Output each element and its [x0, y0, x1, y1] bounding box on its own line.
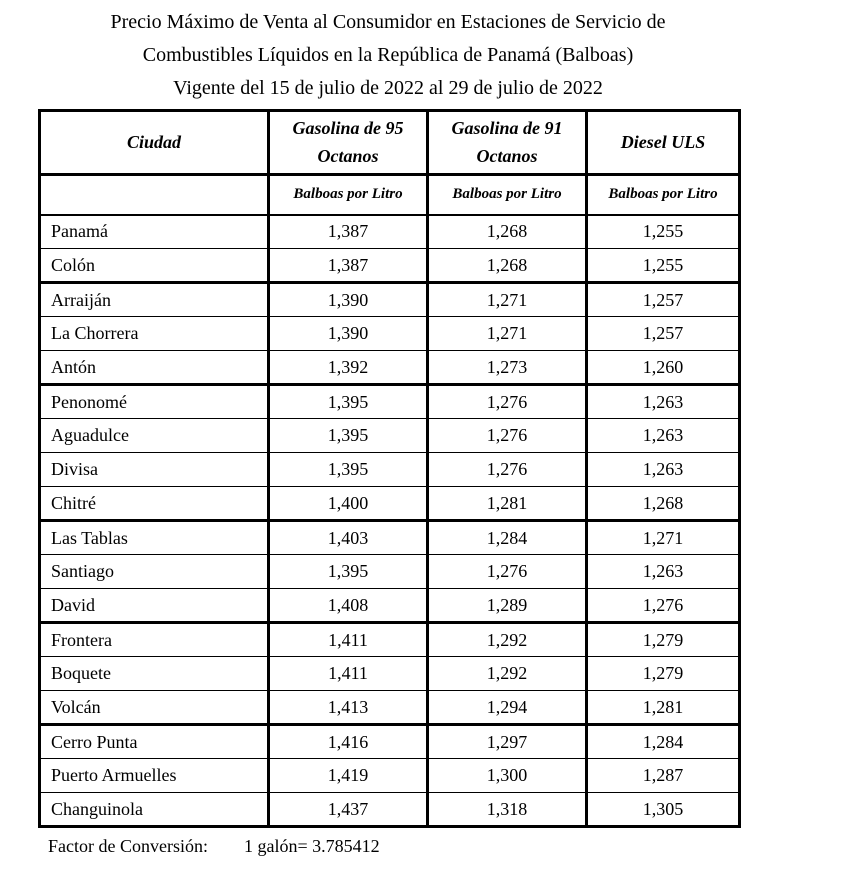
price-diesel-cell: 1,257 [587, 317, 740, 351]
column-header-gasolina-95: Gasolina de 95 Octanos [269, 111, 428, 175]
table-row [40, 657, 740, 691]
price-gasolina-91-cell: 1,284 [428, 521, 587, 555]
price-diesel-cell: 1,305 [587, 793, 740, 827]
table-row [40, 317, 740, 351]
price-gasolina-95-cell: 1,413 [269, 691, 428, 725]
city-cell: Puerto Armuelles [40, 759, 269, 793]
price-diesel-cell: 1,263 [587, 555, 740, 589]
price-gasolina-95-cell: 1,408 [269, 589, 428, 623]
table-row [40, 759, 740, 793]
subheader-unit-g95: Balboas por Litro [269, 175, 428, 215]
price-gasolina-95-cell: 1,411 [269, 657, 428, 691]
price-diesel-cell: 1,281 [587, 691, 740, 725]
city-cell: Antón [40, 351, 269, 385]
price-diesel-cell: 1,276 [587, 589, 740, 623]
city-cell: David [40, 589, 269, 623]
price-gasolina-95-cell: 1,390 [269, 317, 428, 351]
price-gasolina-91-cell: 1,289 [428, 589, 587, 623]
city-cell: La Chorrera [40, 317, 269, 351]
price-diesel-cell: 1,260 [587, 351, 740, 385]
title-line-3: Vigente del 15 de julio de 2022 al 29 de julio de 2022 [173, 77, 603, 99]
price-gasolina-95-cell: 1,387 [269, 215, 428, 249]
city-cell: Changuinola [40, 793, 269, 827]
price-gasolina-95-cell: 1,419 [269, 759, 428, 793]
document-content [38, 0, 738, 857]
table-row [40, 283, 740, 317]
price-table-body [40, 215, 740, 827]
conversion-factor-label: Factor de Conversión: [48, 836, 208, 856]
price-diesel-cell: 1,271 [587, 521, 740, 555]
price-diesel-cell: 1,284 [587, 725, 740, 759]
table-row [40, 385, 740, 419]
table-row [40, 691, 740, 725]
subheader-unit-diesel: Balboas por Litro [587, 175, 740, 215]
price-gasolina-91-cell: 1,268 [428, 215, 587, 249]
price-gasolina-95-cell: 1,395 [269, 419, 428, 453]
price-gasolina-95-cell: 1,392 [269, 351, 428, 385]
title-line-2: Combustibles Líquidos en la República de Panamá (Balboas) [142, 44, 634, 66]
table-row [40, 623, 740, 657]
price-gasolina-91-cell: 1,268 [428, 249, 587, 283]
city-cell: Arraiján [40, 283, 269, 317]
city-cell: Boquete [40, 657, 269, 691]
price-diesel-cell: 1,255 [587, 249, 740, 283]
subheader-city-empty [40, 175, 269, 215]
city-cell: Penonomé [40, 385, 269, 419]
price-gasolina-95-cell: 1,411 [269, 623, 428, 657]
table-row [40, 487, 740, 521]
city-cell: Frontera [40, 623, 269, 657]
price-diesel-cell: 1,257 [587, 283, 740, 317]
title-line-1: Precio Máximo de Venta al Consumidor en Estaciones de Servicio de [110, 11, 666, 33]
table-row [40, 419, 740, 453]
table-row [40, 521, 740, 555]
table-row [40, 725, 740, 759]
city-cell: Chitré [40, 487, 269, 521]
price-gasolina-91-cell: 1,281 [428, 487, 587, 521]
city-cell: Divisa [40, 453, 269, 487]
table-row [40, 351, 740, 385]
price-diesel-cell: 1,287 [587, 759, 740, 793]
price-gasolina-91-cell: 1,276 [428, 385, 587, 419]
price-gasolina-91-cell: 1,292 [428, 623, 587, 657]
price-gasolina-91-cell: 1,292 [428, 657, 587, 691]
price-gasolina-91-cell: 1,318 [428, 793, 587, 827]
price-gasolina-95-cell: 1,395 [269, 385, 428, 419]
price-gasolina-95-cell: 1,403 [269, 521, 428, 555]
conversion-factor-value: 1 galón= 3.785412 [243, 836, 380, 856]
price-diesel-cell: 1,268 [587, 487, 740, 521]
table-row [40, 215, 740, 249]
fuel-price-table [38, 109, 741, 828]
conversion-factor [38, 836, 738, 857]
table-row [40, 555, 740, 589]
document-title [38, 0, 738, 105]
city-cell: Las Tablas [40, 521, 269, 555]
price-gasolina-95-cell: 1,400 [269, 487, 428, 521]
price-diesel-cell: 1,279 [587, 623, 740, 657]
price-gasolina-91-cell: 1,271 [428, 317, 587, 351]
price-gasolina-91-cell: 1,276 [428, 453, 587, 487]
column-header-gasolina-91: Gasolina de 91 Octanos [428, 111, 587, 175]
price-gasolina-91-cell: 1,297 [428, 725, 587, 759]
price-gasolina-91-cell: 1,276 [428, 555, 587, 589]
table-subheader-row [40, 175, 740, 215]
price-diesel-cell: 1,255 [587, 215, 740, 249]
price-gasolina-91-cell: 1,273 [428, 351, 587, 385]
table-header-row [40, 111, 740, 175]
table-row [40, 453, 740, 487]
city-cell: Cerro Punta [40, 725, 269, 759]
column-header-city: Ciudad [40, 111, 269, 175]
price-gasolina-95-cell: 1,390 [269, 283, 428, 317]
subheader-unit-g91: Balboas por Litro [428, 175, 587, 215]
table-row [40, 249, 740, 283]
price-gasolina-91-cell: 1,294 [428, 691, 587, 725]
price-gasolina-91-cell: 1,300 [428, 759, 587, 793]
price-gasolina-95-cell: 1,416 [269, 725, 428, 759]
city-cell: Volcán [40, 691, 269, 725]
table-row [40, 589, 740, 623]
column-header-diesel-uls: Diesel ULS [587, 111, 740, 175]
price-diesel-cell: 1,279 [587, 657, 740, 691]
price-gasolina-91-cell: 1,276 [428, 419, 587, 453]
table-header [40, 111, 740, 215]
price-gasolina-95-cell: 1,395 [269, 555, 428, 589]
price-gasolina-95-cell: 1,387 [269, 249, 428, 283]
price-gasolina-95-cell: 1,437 [269, 793, 428, 827]
city-cell: Panamá [40, 215, 269, 249]
price-diesel-cell: 1,263 [587, 453, 740, 487]
price-gasolina-91-cell: 1,271 [428, 283, 587, 317]
city-cell: Santiago [40, 555, 269, 589]
table-row [40, 793, 740, 827]
price-diesel-cell: 1,263 [587, 419, 740, 453]
city-cell: Colón [40, 249, 269, 283]
price-diesel-cell: 1,263 [587, 385, 740, 419]
price-gasolina-95-cell: 1,395 [269, 453, 428, 487]
city-cell: Aguadulce [40, 419, 269, 453]
